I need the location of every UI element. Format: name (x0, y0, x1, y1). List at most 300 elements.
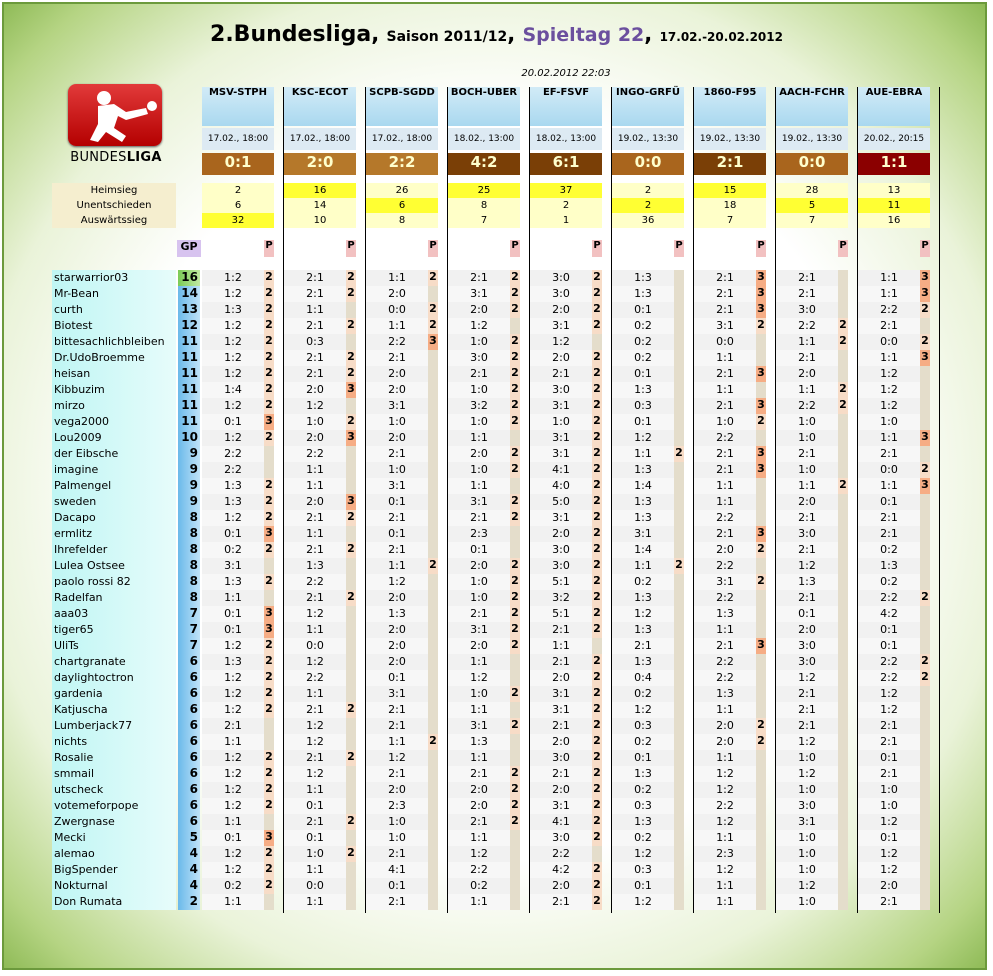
player-points-total: 6 (178, 670, 200, 686)
tip-cell: 2:1 (284, 542, 346, 558)
points-cell (838, 462, 848, 478)
points-cell: 2 (510, 622, 520, 638)
player-name[interactable]: nichts (52, 734, 176, 750)
points-cell: 2 (674, 446, 684, 462)
tip-cell: 2:1 (858, 718, 920, 734)
tip-cell: 0:1 (858, 494, 920, 510)
stat-count: 1 (530, 213, 602, 228)
tip-cell: 2:1 (366, 702, 428, 718)
points-cell (674, 526, 684, 542)
game-name[interactable]: AUE-EBRA (858, 87, 930, 126)
stat-count: 18 (694, 198, 766, 213)
game-name[interactable]: BOCH-UBER (448, 87, 520, 126)
player-name[interactable]: aaa03 (52, 606, 176, 622)
player-name[interactable]: Lulea Ostsee (52, 558, 176, 574)
points-cell (838, 862, 848, 878)
tip-cell: 3:1 (202, 558, 264, 574)
points-cell: 3 (756, 446, 766, 462)
tip-cell: 1:1 (448, 654, 510, 670)
tip-cell: 2:1 (284, 270, 346, 286)
tip-cell: 3:1 (530, 510, 592, 526)
tip-cell: 2:2 (858, 590, 920, 606)
points-cell: 3 (756, 302, 766, 318)
points-cell: 2 (510, 494, 520, 510)
tip-cell: 2:1 (284, 286, 346, 302)
tip-cell: 3:1 (530, 446, 592, 462)
tip-cell: 0:2 (612, 830, 674, 846)
tip-cell: 2:1 (530, 366, 592, 382)
player-name[interactable]: Radelfan (52, 590, 176, 606)
points-cell (428, 366, 438, 382)
player-name[interactable]: chartgranate (52, 654, 176, 670)
points-cell: 2 (510, 382, 520, 398)
points-cell: 2 (592, 302, 602, 318)
player-name[interactable]: ermlitz (52, 526, 176, 542)
points-cell (838, 750, 848, 766)
tip-cell: 1:4 (202, 382, 264, 398)
tip-cell: 2:2 (776, 398, 838, 414)
player-name[interactable]: vega2000 (52, 414, 176, 430)
points-cell (674, 286, 684, 302)
tip-cell: 3:1 (530, 398, 592, 414)
points-cell (428, 846, 438, 862)
tip-cell: 1:0 (776, 894, 838, 910)
tip-cell: 2:0 (530, 670, 592, 686)
tip-cell: 1:3 (612, 814, 674, 830)
tip-cell: 1:0 (448, 334, 510, 350)
tip-cell: 2:1 (858, 526, 920, 542)
tip-cell: 1:2 (202, 766, 264, 782)
player-name[interactable]: Rosalie (52, 750, 176, 766)
tip-cell: 3:1 (448, 286, 510, 302)
points-cell (674, 814, 684, 830)
points-cell (510, 894, 520, 910)
tip-cell: 0:2 (612, 686, 674, 702)
logo-text: BUNDESLIGA (70, 150, 162, 165)
points-cell (674, 334, 684, 350)
player-name[interactable]: bittesachlichbleiben (52, 334, 176, 350)
stat-count: 13 (858, 183, 930, 198)
points-cell: 2 (592, 366, 602, 382)
points-cell: 2 (264, 510, 274, 526)
points-cell (264, 814, 274, 830)
tip-cell: 1:2 (694, 782, 756, 798)
points-cell: 2 (264, 670, 274, 686)
points-cell (756, 654, 766, 670)
player-name[interactable]: Dr.UdoBroemme (52, 350, 176, 366)
tip-cell: 2:0 (448, 558, 510, 574)
points-header: P (510, 240, 520, 257)
tip-cell: 2:2 (694, 798, 756, 814)
player-name[interactable]: BigSpender (52, 862, 176, 878)
points-cell: 3 (920, 478, 930, 494)
player-name[interactable]: Lou2009 (52, 430, 176, 446)
tip-cell: 2:1 (366, 894, 428, 910)
player-name[interactable]: starwarrior03 (52, 270, 176, 286)
tip-cell: 2:1 (776, 510, 838, 526)
tip-cell: 1:1 (694, 350, 756, 366)
tip-cell: 3:1 (612, 526, 674, 542)
tip-cell: 3:1 (530, 702, 592, 718)
stat-count: 2 (202, 183, 274, 198)
game-name[interactable]: 1860-F95 (694, 87, 766, 126)
points-cell (838, 830, 848, 846)
stat-count: 7 (776, 213, 848, 228)
player-name[interactable]: daylightoctron (52, 670, 176, 686)
points-cell: 3 (756, 286, 766, 302)
player-name[interactable]: imagine (52, 462, 176, 478)
player-points-total: 6 (178, 734, 200, 750)
points-cell: 2 (264, 782, 274, 798)
points-cell: 2 (510, 270, 520, 286)
tip-cell: 0:1 (202, 414, 264, 430)
points-cell (428, 606, 438, 622)
player-name[interactable]: Lumberjack77 (52, 718, 176, 734)
tip-cell: 1:0 (448, 590, 510, 606)
tip-cell: 0:1 (858, 830, 920, 846)
points-cell: 3 (346, 382, 356, 398)
points-cell (346, 654, 356, 670)
tip-cell: 1:0 (366, 830, 428, 846)
player-name[interactable]: gardenia (52, 686, 176, 702)
points-cell (838, 526, 848, 542)
tip-cell: 0:1 (612, 414, 674, 430)
tip-cell: 0:2 (612, 318, 674, 334)
tip-cell: 2:0 (448, 798, 510, 814)
points-cell: 2 (592, 814, 602, 830)
points-cell: 2 (510, 798, 520, 814)
stat-count: 2 (612, 198, 684, 213)
game-name[interactable]: AACH-FCHR (776, 87, 848, 126)
player-points-total: 8 (178, 542, 200, 558)
points-cell: 3 (264, 606, 274, 622)
points-cell: 2 (428, 318, 438, 334)
points-cell (756, 670, 766, 686)
tip-cell: 2:1 (776, 350, 838, 366)
points-cell (264, 558, 274, 574)
points-cell (346, 574, 356, 590)
points-cell: 3 (756, 462, 766, 478)
points-cell (510, 702, 520, 718)
points-cell: 2 (592, 398, 602, 414)
tip-cell: 2:1 (858, 318, 920, 334)
player-points-total: 11 (178, 382, 200, 398)
points-cell: 2 (264, 398, 274, 414)
tip-cell: 1:1 (366, 318, 428, 334)
player-name[interactable]: curth (52, 302, 176, 318)
tip-cell: 0:2 (202, 542, 264, 558)
points-cell (592, 846, 602, 862)
tip-cell: 3:1 (448, 718, 510, 734)
tip-cell: 1:0 (530, 414, 592, 430)
points-cell (428, 382, 438, 398)
tip-cell: 2:0 (366, 654, 428, 670)
player-name[interactable]: Dacapo (52, 510, 176, 526)
points-cell (346, 638, 356, 654)
points-cell: 2 (264, 798, 274, 814)
tip-cell: 1:2 (612, 702, 674, 718)
tip-cell: 0:1 (612, 366, 674, 382)
tip-cell: 3:0 (776, 526, 838, 542)
game-name[interactable]: SCPB-SGDD (366, 87, 438, 126)
player-name[interactable]: smmail (52, 766, 176, 782)
points-cell: 2 (838, 398, 848, 414)
player-points-total: 6 (178, 766, 200, 782)
tip-cell: 2:0 (694, 734, 756, 750)
tip-cell: 0:0 (694, 334, 756, 350)
points-cell: 2 (264, 574, 274, 590)
tip-cell: 1:2 (776, 670, 838, 686)
points-cell: 2 (756, 718, 766, 734)
points-cell: 2 (510, 574, 520, 590)
tip-cell: 1:0 (858, 414, 920, 430)
player-name[interactable]: Palmengel (52, 478, 176, 494)
points-cell: 3 (920, 286, 930, 302)
player-name[interactable]: utscheck (52, 782, 176, 798)
points-cell: 3 (346, 430, 356, 446)
tip-cell: 1:2 (612, 606, 674, 622)
points-cell: 2 (920, 462, 930, 478)
points-cell: 2 (592, 494, 602, 510)
points-cell: 2 (920, 590, 930, 606)
points-cell (674, 654, 684, 670)
points-cell (756, 590, 766, 606)
points-cell (920, 766, 930, 782)
tip-cell: 1:1 (448, 478, 510, 494)
tip-cell: 1:2 (202, 798, 264, 814)
tip-cell: 2:1 (366, 846, 428, 862)
player-name[interactable]: Ihrefelder (52, 542, 176, 558)
game-score: 0:0 (776, 153, 848, 175)
tip-cell: 1:2 (284, 398, 346, 414)
tip-cell: 2:0 (284, 494, 346, 510)
player-name[interactable]: mirzo (52, 398, 176, 414)
tip-cell: 2:1 (366, 350, 428, 366)
points-cell (756, 846, 766, 862)
player-name[interactable]: UliTs (52, 638, 176, 654)
points-cell (838, 494, 848, 510)
player-name[interactable]: paolo rossi 82 (52, 574, 176, 590)
points-cell: 2 (264, 862, 274, 878)
tip-cell: 1:2 (858, 862, 920, 878)
points-cell: 2 (510, 366, 520, 382)
tip-cell: 2:0 (858, 878, 920, 894)
player-name[interactable]: alemao (52, 846, 176, 862)
title-matchday: Spieltag 22 (522, 24, 645, 46)
tip-cell: 2:2 (202, 446, 264, 462)
tip-cell: 1:3 (612, 654, 674, 670)
game-name[interactable]: KSC-ECOT (284, 87, 356, 126)
game-date: 18.02., 13:00 (448, 128, 520, 150)
points-cell (674, 734, 684, 750)
points-cell: 2 (838, 382, 848, 398)
tip-cell: 2:1 (530, 622, 592, 638)
player-name[interactable]: Kibbuzim (52, 382, 176, 398)
page-title: 2.Bundesliga, Saison 2011/12, Spieltag 22, 17.02.-20.02.2012 (210, 22, 783, 47)
points-cell: 2 (346, 318, 356, 334)
points-cell (510, 430, 520, 446)
points-cell: 2 (920, 334, 930, 350)
tip-cell: 3:0 (530, 270, 592, 286)
tip-cell: 1:0 (284, 846, 346, 862)
stat-count: 28 (776, 183, 848, 198)
points-cell (674, 574, 684, 590)
points-cell: 2 (510, 414, 520, 430)
points-cell (510, 750, 520, 766)
tip-cell: 1:2 (284, 766, 346, 782)
tip-cell: 2:2 (694, 510, 756, 526)
player-name[interactable]: Biotest (52, 318, 176, 334)
points-cell (920, 878, 930, 894)
points-cell (838, 654, 848, 670)
points-cell (674, 718, 684, 734)
player-name[interactable]: Mr-Bean (52, 286, 176, 302)
points-cell (838, 622, 848, 638)
tip-cell: 2:1 (776, 590, 838, 606)
points-cell: 2 (510, 638, 520, 654)
tip-cell: 1:0 (284, 414, 346, 430)
tip-cell: 2:0 (366, 430, 428, 446)
tip-cell: 0:2 (612, 350, 674, 366)
points-cell (428, 638, 438, 654)
tip-cell: 2:1 (694, 398, 756, 414)
tip-cell: 1:2 (202, 366, 264, 382)
points-cell: 2 (264, 286, 274, 302)
player-name[interactable]: Mecki (52, 830, 176, 846)
points-cell (674, 766, 684, 782)
player-name[interactable]: heisan (52, 366, 176, 382)
tip-cell: 1:1 (284, 894, 346, 910)
tip-cell: 2:1 (694, 462, 756, 478)
tip-cell: 2:0 (366, 286, 428, 302)
points-cell: 2 (592, 542, 602, 558)
tip-cell: 0:1 (202, 830, 264, 846)
points-cell (920, 638, 930, 654)
tip-cell: 1:2 (858, 846, 920, 862)
tip-cell: 3:0 (776, 654, 838, 670)
points-cell: 2 (264, 318, 274, 334)
points-cell: 2 (756, 574, 766, 590)
points-cell (428, 590, 438, 606)
player-points-total: 8 (178, 574, 200, 590)
points-cell (592, 638, 602, 654)
player-name[interactable]: Nokturnal (52, 878, 176, 894)
points-cell: 2 (264, 334, 274, 350)
tip-cell: 3:1 (366, 398, 428, 414)
player-name[interactable]: der Eibsche (52, 446, 176, 462)
points-cell: 2 (510, 334, 520, 350)
tip-cell: 1:2 (202, 750, 264, 766)
points-cell: 2 (592, 686, 602, 702)
player-name[interactable]: sweden (52, 494, 176, 510)
points-cell (838, 606, 848, 622)
points-cell (838, 878, 848, 894)
points-cell: 2 (346, 542, 356, 558)
tip-cell: 1:3 (612, 494, 674, 510)
player-points-total: 9 (178, 494, 200, 510)
tip-cell: 1:2 (530, 334, 592, 350)
tip-cell: 1:1 (858, 270, 920, 286)
points-cell (510, 862, 520, 878)
last-updated: 20.02.2012 22:03 (521, 68, 611, 79)
game-name[interactable]: EF-FSVF (530, 87, 602, 126)
points-cell: 2 (592, 286, 602, 302)
tip-cell: 1:1 (612, 446, 674, 462)
points-cell (920, 750, 930, 766)
points-cell (674, 494, 684, 510)
tip-cell: 2:1 (284, 318, 346, 334)
points-cell (674, 414, 684, 430)
player-points-total: 6 (178, 654, 200, 670)
tip-cell: 3:2 (530, 590, 592, 606)
tip-cell: 2:1 (694, 270, 756, 286)
points-cell (756, 782, 766, 798)
points-cell: 2 (592, 510, 602, 526)
tip-cell: 1:1 (694, 894, 756, 910)
tip-cell: 2:3 (448, 526, 510, 542)
tip-cell: 1:3 (202, 478, 264, 494)
tip-cell: 2:1 (858, 766, 920, 782)
points-cell: 2 (592, 782, 602, 798)
tip-cell: 1:2 (694, 766, 756, 782)
tip-cell: 0:1 (366, 878, 428, 894)
tip-cell: 1:1 (530, 638, 592, 654)
tip-cell: 1:2 (284, 734, 346, 750)
points-cell (920, 574, 930, 590)
tip-cell: 2:2 (448, 862, 510, 878)
stat-count: 2 (530, 198, 602, 213)
points-cell (510, 654, 520, 670)
points-cell (756, 750, 766, 766)
points-cell: 2 (264, 702, 274, 718)
player-name[interactable]: Don Rumata (52, 894, 176, 910)
tip-cell: 2:1 (202, 718, 264, 734)
points-cell: 2 (264, 302, 274, 318)
title-season: Saison 2011/12 (386, 29, 508, 45)
points-cell (756, 878, 766, 894)
player-name[interactable]: votemeforpope (52, 798, 176, 814)
tip-cell: 1:2 (776, 734, 838, 750)
game-score: 6:1 (530, 153, 602, 175)
points-cell (346, 718, 356, 734)
points-cell (428, 622, 438, 638)
player-name[interactable]: Zwergnase (52, 814, 176, 830)
tip-cell: 1:3 (612, 270, 674, 286)
points-cell: 2 (756, 542, 766, 558)
tip-cell: 2:1 (448, 766, 510, 782)
points-cell (674, 702, 684, 718)
tip-cell: 3:0 (448, 350, 510, 366)
tip-cell: 2:1 (694, 302, 756, 318)
tip-cell: 2:2 (366, 334, 428, 350)
tip-cell: 0:1 (858, 638, 920, 654)
player-name[interactable]: Katjuscha (52, 702, 176, 718)
points-cell (674, 478, 684, 494)
points-cell: 2 (510, 590, 520, 606)
tip-cell: 1:2 (284, 606, 346, 622)
tip-cell: 2:0 (366, 622, 428, 638)
points-cell: 2 (838, 318, 848, 334)
points-cell (428, 702, 438, 718)
player-name[interactable]: tiger65 (52, 622, 176, 638)
stat-count: 8 (366, 213, 438, 228)
points-cell (674, 878, 684, 894)
stat-count: 14 (284, 198, 356, 213)
game-name[interactable]: INGO-GRFÜ (612, 87, 684, 126)
tip-cell: 1:0 (448, 574, 510, 590)
stat-label-2: Auswärtssieg (52, 213, 176, 228)
game-name[interactable]: MSV-STPH (202, 87, 274, 126)
